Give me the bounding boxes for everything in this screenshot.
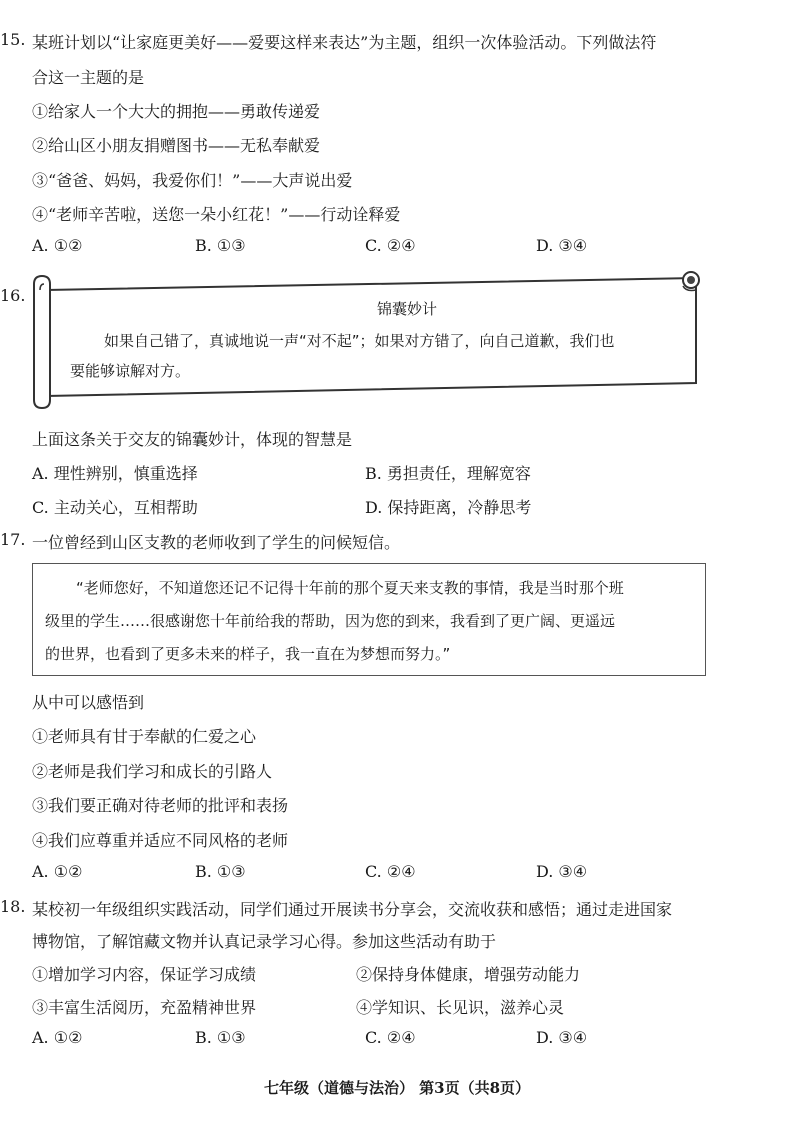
message-line3: 的世界，也看到了更多未来的样子，我一直在为梦想而努力。” [45,645,451,663]
q17-number: 17. [0,530,26,549]
q16-option-b[interactable]: B. 勇担责任，理解宽容 [365,464,531,483]
q15-stem-line2: 合这一主题的是 [32,68,145,87]
scroll-text-line2: 要能够谅解对方。 [70,362,191,380]
q17-option-c[interactable]: C. ②④ [365,862,416,881]
q16-option-c[interactable]: C. 主动关心，互相帮助 [32,498,198,517]
q18-stem-line2: 博物馆，了解馆藏文物并认真记录学习心得。参加这些活动有助于 [32,932,497,951]
q16-number: 16. [0,286,26,305]
scroll-text-line1: 如果自己错了，真诚地说一声“对不起”；如果对方错了，向自己道歉，我们也 [104,332,615,350]
q18-item-2: ②保持身体健康，增强劳动能力 [356,965,581,984]
q15-item-3: ③“爸爸、妈妈，我爱你们！”——大声说出爱 [32,171,353,190]
q18-option-a[interactable]: A. ①② [32,1028,83,1047]
q18-item-4: ④学知识、长见识，滋养心灵 [356,998,565,1017]
q17-option-a[interactable]: A. ①② [32,862,83,881]
scroll-title: 锦囊妙计 [376,300,437,318]
q18-item-3: ③丰富生活阅历，充盈精神世界 [32,998,257,1017]
q17-prompt: 从中可以感悟到 [32,693,145,712]
q15-option-b[interactable]: B. ①③ [195,236,246,255]
q15-number: 15. [0,30,26,49]
q15-option-d[interactable]: D. ③④ [536,236,588,255]
message-line1: “老师您好，不知道您还记不记得十年前的那个夏天来支教的事情，我是当时那个班 [76,579,624,597]
q16-option-a[interactable]: A. 理性辨别，慎重选择 [32,464,198,483]
q16-option-d[interactable]: D. 保持距离，冷静思考 [365,498,532,517]
q17-item-1: ①老师具有甘于奉献的仁爱之心 [32,727,257,746]
q17-item-3: ③我们要正确对待老师的批评和表扬 [32,796,289,815]
q17-stem: 一位曾经到山区支教的老师收到了学生的问候短信。 [32,533,401,552]
q15-option-c[interactable]: C. ②④ [365,236,416,255]
q15-option-a[interactable]: A. ①② [32,236,83,255]
page-footer: 七年级（道德与法治） 第3页（共8页） [263,1079,531,1097]
q17-option-d[interactable]: D. ③④ [536,862,588,881]
q18-option-c[interactable]: C. ②④ [365,1028,416,1047]
q15-item-2: ②给山区小朋友捐赠图书——无私奉献爱 [32,136,321,155]
q18-option-d[interactable]: D. ③④ [536,1028,588,1047]
q17-option-b[interactable]: B. ①③ [195,862,246,881]
q16-stem: 上面这条关于交友的锦囊妙计，体现的智慧是 [32,430,353,449]
q17-item-4: ④我们应尊重并适应不同风格的老师 [32,831,289,850]
q15-stem-line1: 某班计划以“让家庭更美好——爱要这样来表达”为主题，组织一次体验活动。下列做法符 [32,33,657,52]
q15-item-4: ④“老师辛苦啦，送您一朵小红花！”——行动诠释爱 [32,205,401,224]
q17-item-2: ②老师是我们学习和成长的引路人 [32,762,273,781]
q18-option-b[interactable]: B. ①③ [195,1028,246,1047]
message-line2: 级里的学生……很感谢您十年前给我的帮助，因为您的到来，我看到了更广阔、更遥远 [45,612,616,630]
q15-item-1: ①给家人一个大大的拥抱——勇敢传递爱 [32,102,321,121]
q18-number: 18. [0,897,26,916]
q18-stem-line1: 某校初一年级组织实践活动，同学们通过开展读书分享会，交流收获和感悟；通过走进国家 [32,900,673,919]
q18-item-1: ①增加学习内容，保证学习成绩 [32,965,257,984]
